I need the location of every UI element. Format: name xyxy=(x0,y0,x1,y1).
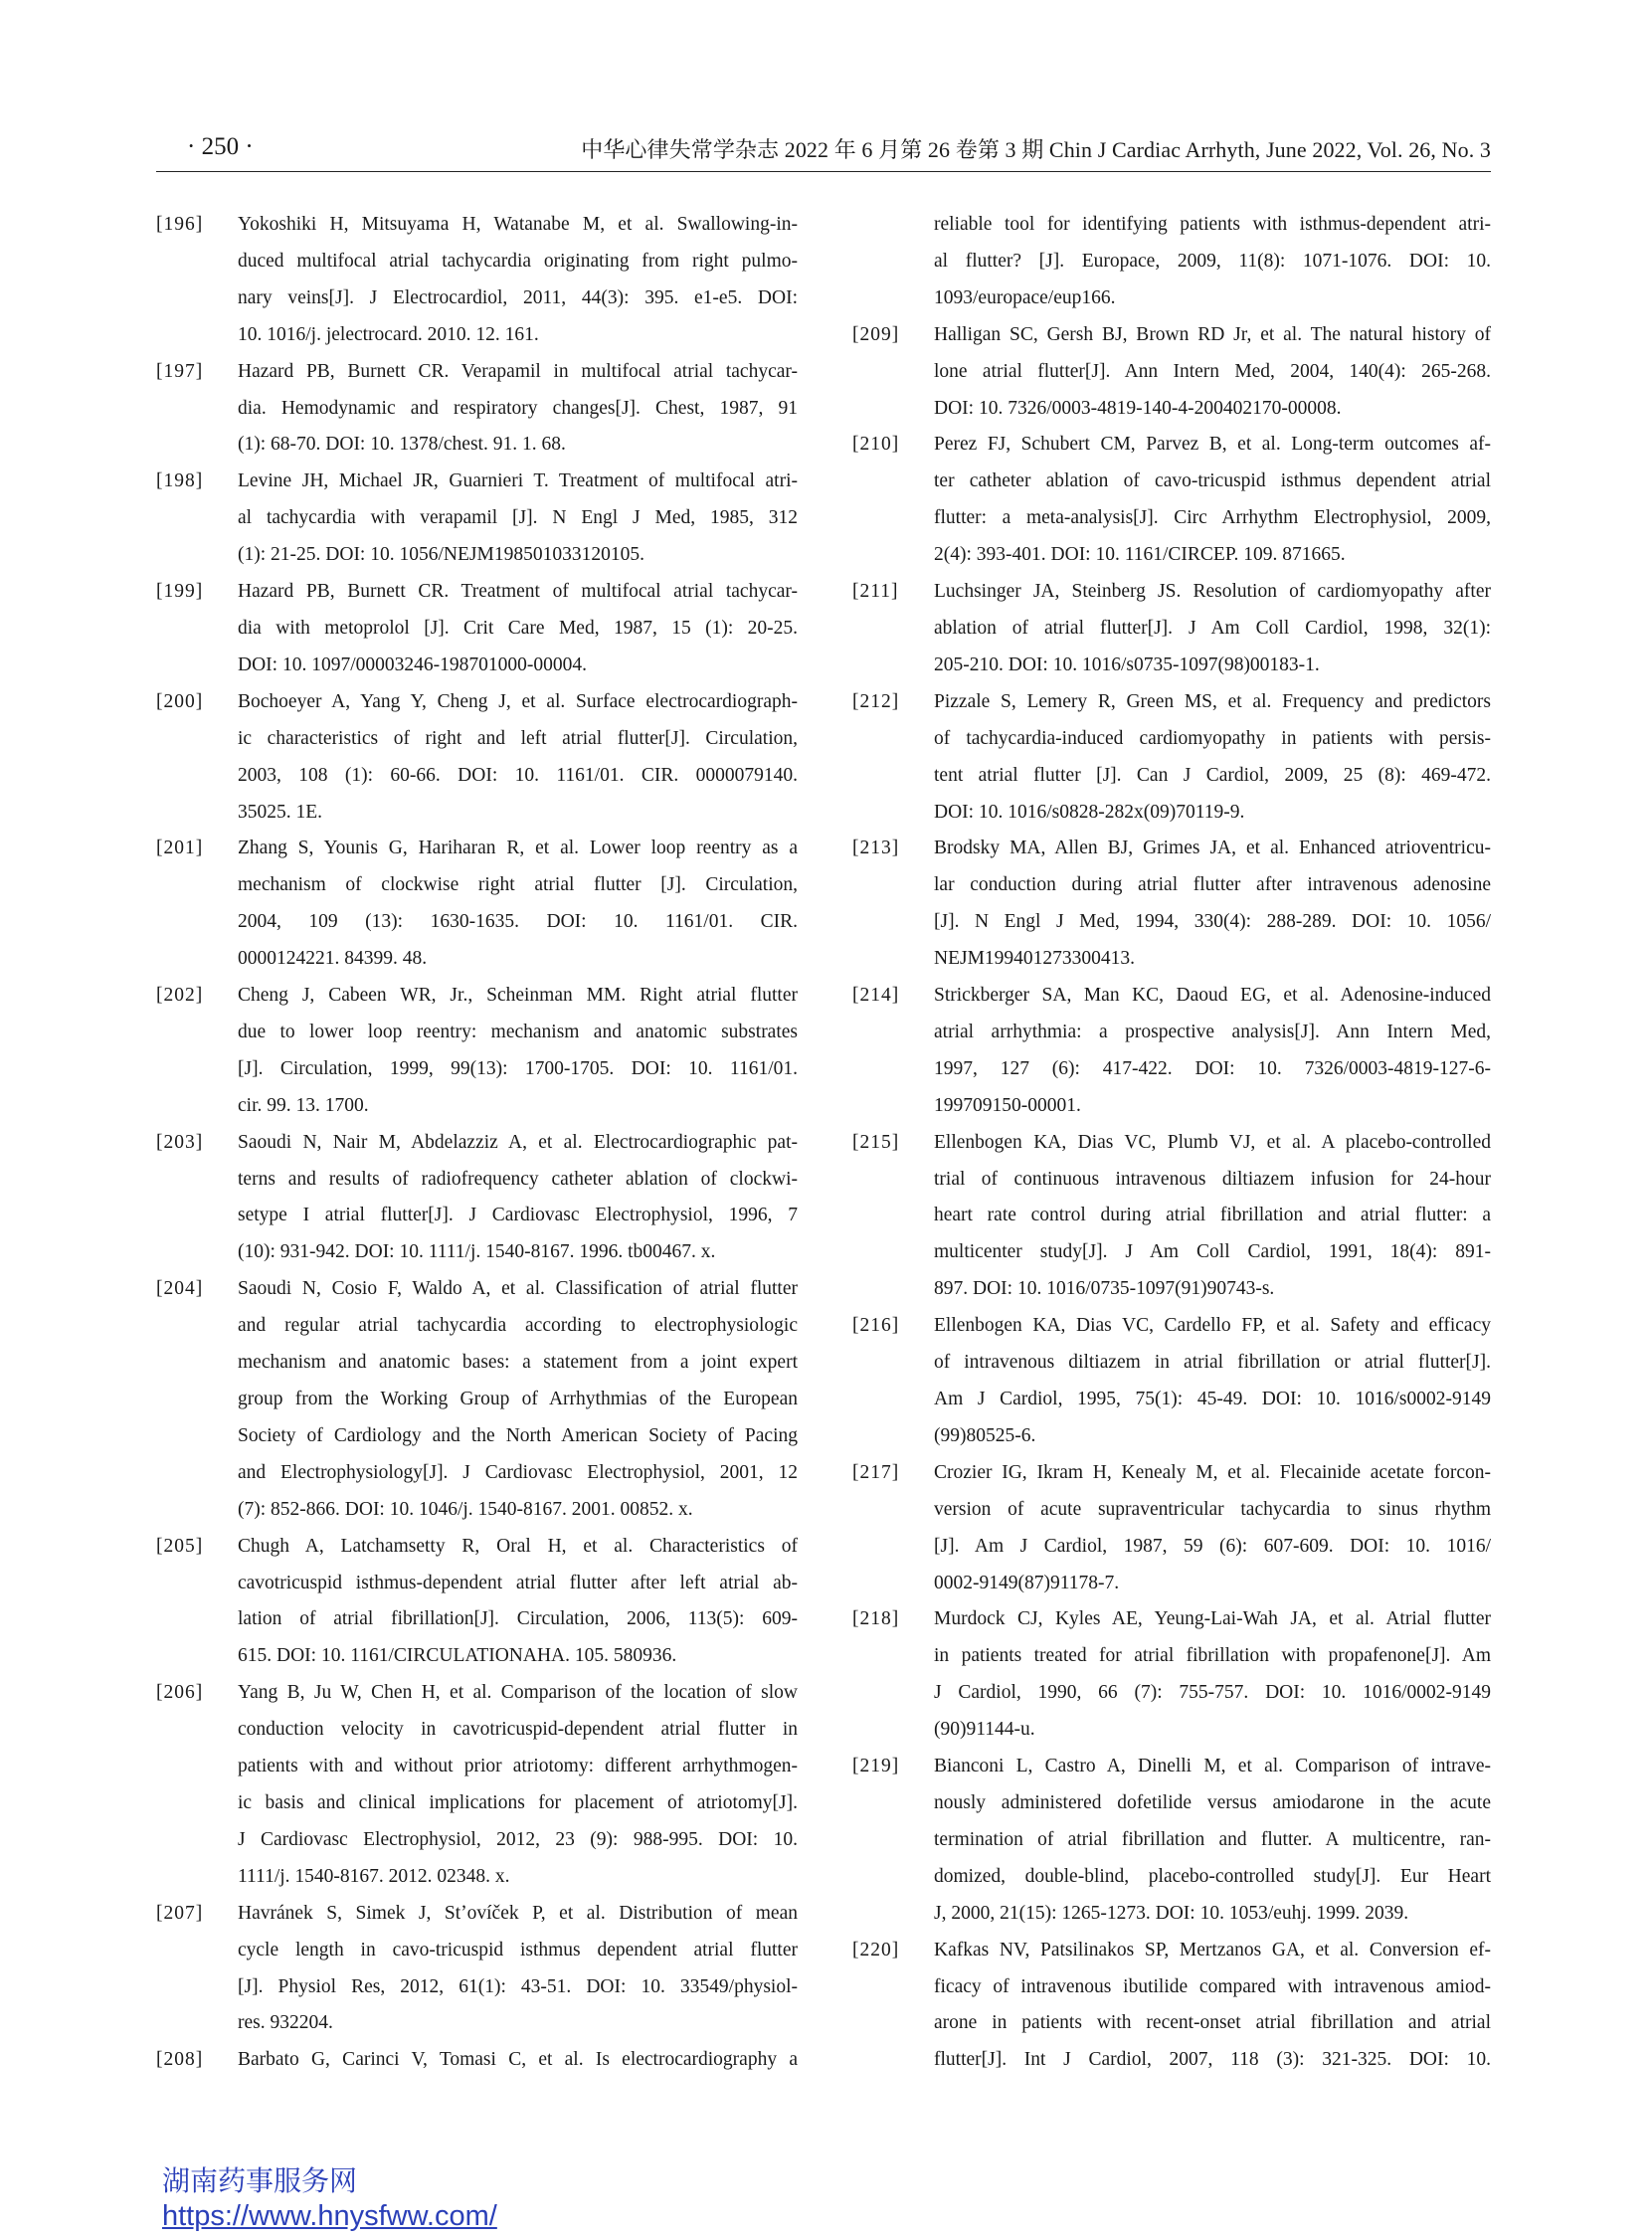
reference-text-line: DOI: 10. 7326/0003-4819-140-4-200402170-00008. xyxy=(934,397,1342,419)
reference-text-line: al flutter? [J]. Europace, 2009, 11(8): 1071-1076. DOI: 10. xyxy=(934,250,1491,272)
reference-entry xyxy=(852,1308,1491,1455)
reference-entry xyxy=(156,1529,798,1676)
reference-entry xyxy=(852,684,1491,832)
reference-text-line: DOI: 10. 1016/s0828-282x(09)70119-9. xyxy=(934,801,1245,823)
reference-text-line: and regular atrial tachycardia according to electrophysiologic xyxy=(238,1315,798,1337)
reference-text-line: Saoudi N, Cosio F, Waldo A, et al. Classification of atrial flutter xyxy=(238,1278,798,1300)
reference-entry xyxy=(852,831,1491,978)
reference-text-line: Perez FJ, Schubert CM, Parvez B, et al. Long-term outcomes af- xyxy=(934,434,1491,456)
reference-text-line: 199709150-00001. xyxy=(934,1094,1081,1116)
reference-entry xyxy=(852,317,1491,428)
reference-text-line: Society of Cardiology and the North American Society of Pacing xyxy=(238,1424,798,1446)
site-name: 湖南药事服务网 xyxy=(162,2164,358,2197)
reference-text-line: ic characteristics of right and left atrial flutter[J]. Circulation, xyxy=(238,727,798,749)
reference-number: [220] xyxy=(852,1939,900,1960)
reference-text-line: Strickberger SA, Man KC, Daoud EG, et al. Adenosine-induced xyxy=(934,985,1491,1007)
reference-text-line: al tachycardia with verapamil [J]. N Engl J Med, 1985, 312 xyxy=(238,507,798,529)
reference-text-line: Bochoeyer A, Yang Y, Cheng J, et al. Surface electrocardiograph- xyxy=(238,690,798,712)
reference-text-line: Ellenbogen KA, Dias VC, Plumb VJ, et al. A placebo-controlled xyxy=(934,1131,1491,1153)
reference-text-line: cir. 99. 13. 1700. xyxy=(238,1094,369,1116)
reference-text-line: ficacy of intravenous ibutilide compared with intravenous amiod- xyxy=(934,1975,1491,1997)
reference-text-line: Pizzale S, Lemery R, Green MS, et al. Frequency and predictors xyxy=(934,690,1491,712)
reference-text-line: Kafkas NV, Patsilinakos SP, Mertzanos GA, et al. Conversion ef- xyxy=(934,1939,1491,1960)
reference-text-line: due to lower loop reentry: mechanism and anatomic substrates xyxy=(238,1021,798,1042)
reference-text-line: arone in patients with recent-onset atrial fibrillation and atrial xyxy=(934,2012,1491,2034)
reference-number: [200] xyxy=(156,690,204,712)
reference-text-line: patients with and without prior atriotomy: different arrhythmogen- xyxy=(238,1756,798,1777)
reference-number: [207] xyxy=(156,1902,204,1924)
reference-number: [217] xyxy=(852,1461,900,1483)
reference-text-line: J Cardiovasc Electrophysiol, 2012, 23 (9): 988-995. DOI: 10. xyxy=(238,1828,798,1850)
reference-text-line: [J]. Physiol Res, 2012, 61(1): 43-51. DOI: 10. 33549/physiol- xyxy=(238,1975,798,1997)
reference-text-line: Hazard PB, Burnett CR. Treatment of multifocal atrial tachycar- xyxy=(238,581,798,603)
reference-text-line: Saoudi N, Nair M, Abdelazziz A, et al. Electrocardiographic pat- xyxy=(238,1131,798,1153)
reference-number: [196] xyxy=(156,214,204,235)
reference-number: [204] xyxy=(156,1278,204,1300)
reference-entry xyxy=(156,1896,798,2043)
reference-text-line: group from the Working Group of Arrhythmias of the European xyxy=(238,1389,798,1409)
reference-text-line: Zhang S, Younis G, Hariharan R, et al. Lower loop reentry as a xyxy=(238,838,798,859)
reference-text-line: Havránek S, Simek J, Stʼovíček P, et al. Distribution of mean xyxy=(238,1902,798,1924)
reference-text-line: Barbato G, Carinci V, Tomasi C, et al. Is electrocardiography a xyxy=(238,2049,798,2071)
reference-number: [214] xyxy=(852,985,900,1007)
reference-text-line: and Electrophysiology[J]. J Cardiovasc Electrophysiol, 2001, 12 xyxy=(238,1461,798,1483)
reference-text-line: Cheng J, Cabeen WR, Jr., Scheinman MM. Right atrial flutter xyxy=(238,985,798,1007)
reference-text-line: tent atrial flutter [J]. Can J Cardiol, 2009, 25 (8): 469-472. xyxy=(934,764,1491,786)
reference-text-line: flutter[J]. Int J Cardiol, 2007, 118 (3): 321-325. DOI: 10. xyxy=(934,2049,1491,2071)
reference-text-line: conduction velocity in cavotricuspid-dependent atrial flutter in xyxy=(238,1719,798,1741)
reference-text-line: Luchsinger JA, Steinberg JS. Resolution of cardiomyopathy after xyxy=(934,581,1491,603)
reference-number: [208] xyxy=(156,2049,204,2071)
reference-text-line: cavotricuspid isthmus-dependent atrial flutter after left atrial ab- xyxy=(238,1572,798,1593)
reference-text-line: J Cardiol, 1990, 66 (7): 755-757. DOI: 10. 1016/0002-9149 xyxy=(934,1682,1491,1704)
reference-number: [215] xyxy=(852,1131,900,1153)
reference-text-line: Yang B, Ju W, Chen H, et al. Comparison of the location of slow xyxy=(238,1682,798,1704)
reference-text-line: 2004, 109 (13): 1630-1635. DOI: 10. 1161/01. CIR. xyxy=(238,911,798,933)
reference-entry xyxy=(156,2042,798,2079)
site-link[interactable]: https://www.hnysfww.com/ xyxy=(162,2200,497,2232)
watermark-footer xyxy=(162,2164,497,2234)
reference-text-line: Chugh A, Latchamsetty R, Oral H, et al. Characteristics of xyxy=(238,1535,798,1557)
reference-text-line: [J]. N Engl J Med, 1994, 330(4): 288-289. DOI: 10. 1056/ xyxy=(934,911,1491,933)
reference-number: [212] xyxy=(852,690,900,712)
reference-text-line: trial of continuous intravenous diltiazem infusion for 24-hour xyxy=(934,1168,1491,1190)
reference-entry xyxy=(156,1675,798,1895)
reference-text-line: reliable tool for identifying patients with isthmus-dependent atri- xyxy=(934,214,1491,235)
reference-entry xyxy=(852,1125,1491,1309)
reference-text-line: Ellenbogen KA, Dias VC, Cardello FP, et al. Safety and efficacy xyxy=(934,1315,1491,1337)
reference-text-line: mechanism and anatomic bases: a statement from a joint expert xyxy=(238,1352,798,1374)
reference-text-line: ic basis and clinical implications for placement of atriotomy[J]. xyxy=(238,1791,798,1813)
journal-citation: 中华心律失常学杂志 2022 年 6 月第 26 卷第 3 期 Chin J Cardiac Arrhyth, June 2022, Vol. 26, No. 3 xyxy=(581,137,1491,162)
reference-text-line: heart rate control during atrial fibrillation and atrial flutter: a xyxy=(934,1205,1491,1226)
reference-entry xyxy=(156,978,798,1125)
reference-text-line: atrial arrhythmia: a prospective analysis[J]. Ann Intern Med, xyxy=(934,1021,1491,1042)
reference-text-line: 0002-9149(87)91178-7. xyxy=(934,1572,1120,1593)
reference-text-line: version of acute supraventricular tachycardia to sinus rhythm xyxy=(934,1498,1491,1520)
reference-entry xyxy=(852,1455,1491,1602)
reference-text-line: cycle length in cavo-tricuspid isthmus dependent atrial flutter xyxy=(238,1939,798,1960)
reference-text-line: (7): 852-866. DOI: 10. 1046/j. 1540-8167. 2001. 00852. x. xyxy=(238,1498,693,1520)
reference-text-line: termination of atrial fibrillation and flutter. A multicentre, ran- xyxy=(934,1828,1491,1850)
reference-text-line: dia. Hemodynamic and respiratory changes[J]. Chest, 1987, 91 xyxy=(238,397,798,419)
reference-text-line: 0000124221. 84399. 48. xyxy=(238,948,428,970)
reference-number: [218] xyxy=(852,1608,900,1630)
reference-number: [219] xyxy=(852,1756,900,1777)
page-number: · 250 · xyxy=(187,133,254,160)
reference-column-right xyxy=(852,207,1491,2079)
reference-text-line: 1111/j. 1540-8167. 2012. 02348. x. xyxy=(238,1865,510,1887)
reference-text-line: in patients treated for atrial fibrillation with propafenone[J]. Am xyxy=(934,1645,1491,1667)
reference-text-line: Levine JH, Michael JR, Guarnieri T. Treatment of multifocal atri- xyxy=(238,470,798,492)
reference-number: [203] xyxy=(156,1131,204,1153)
reference-text-line: lone atrial flutter[J]. Ann Intern Med, 2004, 140(4): 265-268. xyxy=(934,360,1491,382)
reference-text-line: of tachycardia-induced cardiomyopathy in patients with persis- xyxy=(934,727,1491,749)
reference-text-line: (1): 68-70. DOI: 10. 1378/chest. 91. 1. 68. xyxy=(238,434,566,456)
reference-number: [216] xyxy=(852,1315,900,1337)
reference-text-line: res. 932204. xyxy=(238,2012,333,2034)
reference-entry xyxy=(852,207,1491,317)
reference-text-line: Crozier IG, Ikram H, Kenealy M, et al. Flecainide acetate forcon- xyxy=(934,1461,1491,1483)
reference-text-line: 2003, 108 (1): 60-66. DOI: 10. 1161/01. CIR. 0000079140. xyxy=(238,764,798,786)
reference-number: [209] xyxy=(852,323,900,345)
reference-text-line: NEJM199401273300413. xyxy=(934,948,1136,970)
reference-text-line: 10. 1016/j. jelectrocard. 2010. 12. 161. xyxy=(238,323,539,345)
reference-text-line: (10): 931-942. DOI: 10. 1111/j. 1540-8167. 1996. tb00467. x. xyxy=(238,1241,716,1263)
reference-entry xyxy=(852,1933,1491,2080)
reference-entry xyxy=(852,1601,1491,1749)
reference-text-line: Am J Cardiol, 1995, 75(1): 45-49. DOI: 10. 1016/s0002-9149 xyxy=(934,1389,1491,1409)
reference-number: [213] xyxy=(852,838,900,859)
reference-entry xyxy=(852,978,1491,1125)
reference-text-line: Halligan SC, Gersh BJ, Brown RD Jr, et al. The natural history of xyxy=(934,323,1491,345)
reference-text-line: (1): 21-25. DOI: 10. 1056/NEJM198501033120105. xyxy=(238,544,644,566)
running-header xyxy=(156,133,1491,172)
reference-text-line: flutter: a meta-analysis[J]. Circ Arrhythm Electrophysiol, 2009, xyxy=(934,507,1491,529)
reference-entry xyxy=(156,354,798,465)
reference-text-line: 35025. 1E. xyxy=(238,801,323,823)
reference-text-line: duced multifocal atrial tachycardia originating from right pulmo- xyxy=(238,250,798,272)
reference-entry xyxy=(156,207,798,354)
reference-entry xyxy=(156,574,798,684)
reference-text-line: of intravenous diltiazem in atrial fibrillation or atrial flutter[J]. xyxy=(934,1352,1491,1374)
reference-text-line: Murdock CJ, Kyles AE, Yeung-Lai-Wah JA, et al. Atrial flutter xyxy=(934,1608,1491,1630)
reference-entry xyxy=(852,1749,1491,1933)
reference-text-line: Yokoshiki H, Mitsuyama H, Watanabe M, et al. Swallowing-in- xyxy=(238,214,798,235)
reference-text-line: (99)80525-6. xyxy=(934,1424,1036,1446)
reference-number: [211] xyxy=(852,581,899,603)
reference-number: [206] xyxy=(156,1682,204,1704)
reference-column-left xyxy=(156,207,798,2079)
reference-entry xyxy=(852,427,1491,574)
reference-text-line: 205-210. DOI: 10. 1016/s0735-1097(98)00183-1. xyxy=(934,653,1320,675)
reference-text-line: lation of atrial fibrillation[J]. Circulation, 2006, 113(5): 609- xyxy=(238,1608,798,1630)
reference-text-line: nously administered dofetilide versus amiodarone in the acute xyxy=(934,1791,1491,1813)
reference-text-line: 615. DOI: 10. 1161/CIRCULATIONAHA. 105. 580936. xyxy=(238,1645,677,1667)
reference-text-line: domized, double-blind, placebo-controlled study[J]. Eur Heart xyxy=(934,1865,1491,1887)
reference-text-line: 2(4): 393-401. DOI: 10. 1161/CIRCEP. 109. 871665. xyxy=(934,544,1346,566)
reference-text-line: [J]. Circulation, 1999, 99(13): 1700-1705. DOI: 10. 1161/01. xyxy=(238,1057,798,1079)
reference-text-line: Bianconi L, Castro A, Dinelli M, et al. Comparison of intrave- xyxy=(934,1756,1491,1777)
reference-number: [202] xyxy=(156,985,204,1007)
reference-number: [198] xyxy=(156,470,204,492)
reference-entry xyxy=(156,1125,798,1272)
reference-text-line: [J]. Am J Cardiol, 1987, 59 (6): 607-609. DOI: 10. 1016/ xyxy=(934,1535,1491,1557)
reference-number: [199] xyxy=(156,581,204,603)
reference-entry xyxy=(852,574,1491,684)
reference-number: [210] xyxy=(852,434,900,456)
reference-text-line: J, 2000, 21(15): 1265-1273. DOI: 10. 1053/euhj. 1999. 2039. xyxy=(934,1902,1409,1924)
reference-text-line: multicenter study[J]. J Am Coll Cardiol, 1991, 18(4): 891- xyxy=(934,1241,1491,1263)
reference-text-line: DOI: 10. 1097/00003246-198701000-00004. xyxy=(238,653,587,675)
reference-text-line: (90)91144-u. xyxy=(934,1719,1035,1741)
reference-text-line: Brodsky MA, Allen BJ, Grimes JA, et al. Enhanced atrioventricu- xyxy=(934,838,1491,859)
reference-text-line: 1093/europace/eup166. xyxy=(934,286,1116,308)
reference-number: [201] xyxy=(156,838,204,859)
reference-number: [205] xyxy=(156,1535,204,1557)
reference-text-line: Hazard PB, Burnett CR. Verapamil in multifocal atrial tachycar- xyxy=(238,360,798,382)
reference-text-line: lar conduction during atrial flutter after intravenous adenosine xyxy=(934,874,1491,896)
reference-text-line: terns and results of radiofrequency catheter ablation of clockwi- xyxy=(238,1168,798,1190)
reference-text-line: setype I atrial flutter[J]. J Cardiovasc Electrophysiol, 1996, 7 xyxy=(238,1205,798,1226)
reference-entry xyxy=(156,1271,798,1528)
reference-number: [197] xyxy=(156,360,204,382)
reference-text-line: 1997, 127 (6): 417-422. DOI: 10. 7326/0003-4819-127-6- xyxy=(934,1057,1491,1079)
reference-text-line: mechanism of clockwise right atrial flutter [J]. Circulation, xyxy=(238,874,798,896)
reference-entry xyxy=(156,464,798,574)
reference-entry xyxy=(156,684,798,832)
reference-text-line: ablation of atrial flutter[J]. J Am Coll Cardiol, 1998, 32(1): xyxy=(934,617,1491,639)
reference-text-line: 897. DOI: 10. 1016/0735-1097(91)90743-s. xyxy=(934,1278,1275,1300)
reference-text-line: ter catheter ablation of cavo-tricuspid isthmus dependent atrial xyxy=(934,470,1491,492)
reference-text-line: nary veins[J]. J Electrocardiol, 2011, 44(3): 395. e1-e5. DOI: xyxy=(238,286,798,308)
reference-entry xyxy=(156,831,798,978)
reference-text-line: dia with metoprolol [J]. Crit Care Med, 1987, 15 (1): 20-25. xyxy=(238,617,798,639)
